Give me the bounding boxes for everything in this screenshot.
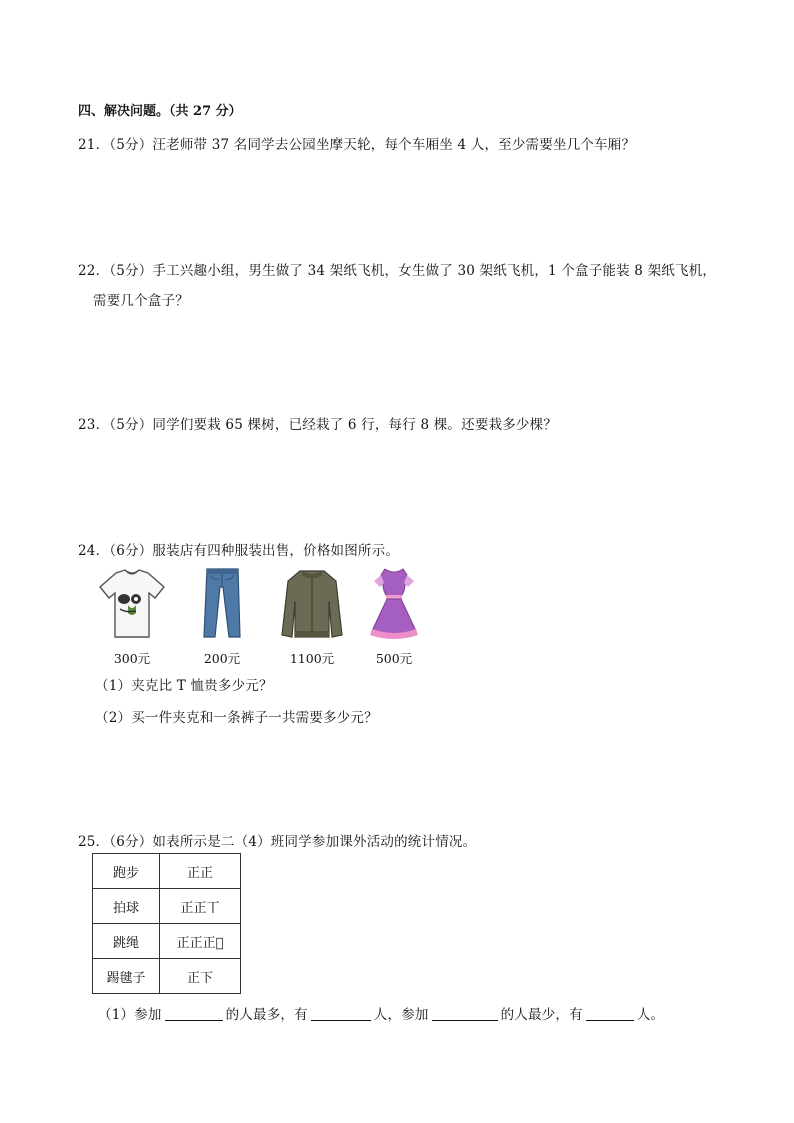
clothing-item-jeans	[182, 565, 262, 665]
tshirt-icon	[92, 565, 172, 643]
activity-cell: 踢毽子	[93, 959, 160, 994]
price-label: 200元	[203, 651, 241, 666]
question-22-line-2: 需要几个盒子？	[93, 293, 189, 309]
answer-blank[interactable]	[165, 1006, 223, 1021]
answer-blank[interactable]	[586, 1006, 634, 1021]
jacket-icon	[272, 565, 352, 643]
question-24-sub-2: （2）买一件夹克和一条裤子一共需要多少元？	[95, 710, 378, 726]
dress-icon	[354, 565, 434, 643]
activity-cell: 跳绳	[93, 924, 160, 959]
price-label: 300元	[113, 651, 151, 666]
question-24-sub-1: （1）夹克比 T 恤贵多少元？	[95, 678, 273, 694]
tally-cell: 正下	[160, 959, 241, 994]
sub-text-part: （1）参加	[98, 1007, 162, 1023]
table-row	[93, 924, 241, 959]
question-24: 24．（6分）服装店有四种服装出售，价格如图所示。	[78, 543, 400, 559]
sub-text-part: 的人最少，有	[500, 1007, 583, 1023]
question-25: 25．（6分）如表所示是二（4）班同学参加课外活动的统计情况。	[78, 834, 477, 850]
question-23: 23．（5分）同学们要栽 65 棵树，已经栽了 6 行，每行 8 棵。还要栽多少棵？	[78, 417, 558, 433]
activity-cell: 跑步	[93, 854, 160, 889]
price-label: 500元	[375, 651, 413, 666]
question-25-sub-1	[98, 1003, 664, 1023]
sub-text-part: 的人最多，有	[225, 1007, 308, 1023]
table-row	[93, 854, 241, 889]
question-22-line-1: 22．（5分）手工兴趣小组，男生做了 34 架纸飞机，女生做了 30 架纸飞机，1 个盒子能装 8 架纸飞机，	[78, 263, 717, 279]
jeans-icon	[182, 565, 262, 643]
tally-cell: 正正	[160, 854, 241, 889]
clothing-item-tshirt	[92, 565, 172, 665]
question-21: 21．（5分）汪老师带 37 名同学去公园坐摩天轮，每个车厢坐 4 人，至少需要坐几个车厢？	[78, 137, 636, 153]
section-title: 四、解决问题。（共 27 分）	[78, 104, 242, 119]
table-row	[93, 889, 241, 924]
answer-blank[interactable]	[432, 1006, 498, 1021]
price-label: 1100元	[289, 651, 335, 666]
sub-text-part: 人，参加	[373, 1007, 429, 1023]
activity-cell: 拍球	[93, 889, 160, 924]
table-row	[93, 959, 241, 994]
tally-table	[92, 853, 241, 994]
answer-blank[interactable]	[311, 1006, 371, 1021]
clothing-item-dress	[354, 565, 434, 665]
sub-text-part: 人。	[636, 1007, 665, 1023]
clothing-item-jacket	[272, 565, 352, 665]
clothing-images	[92, 565, 422, 665]
tally-cell: 正正丅	[160, 889, 241, 924]
tally-cell: 正正正𤓰	[160, 924, 241, 959]
